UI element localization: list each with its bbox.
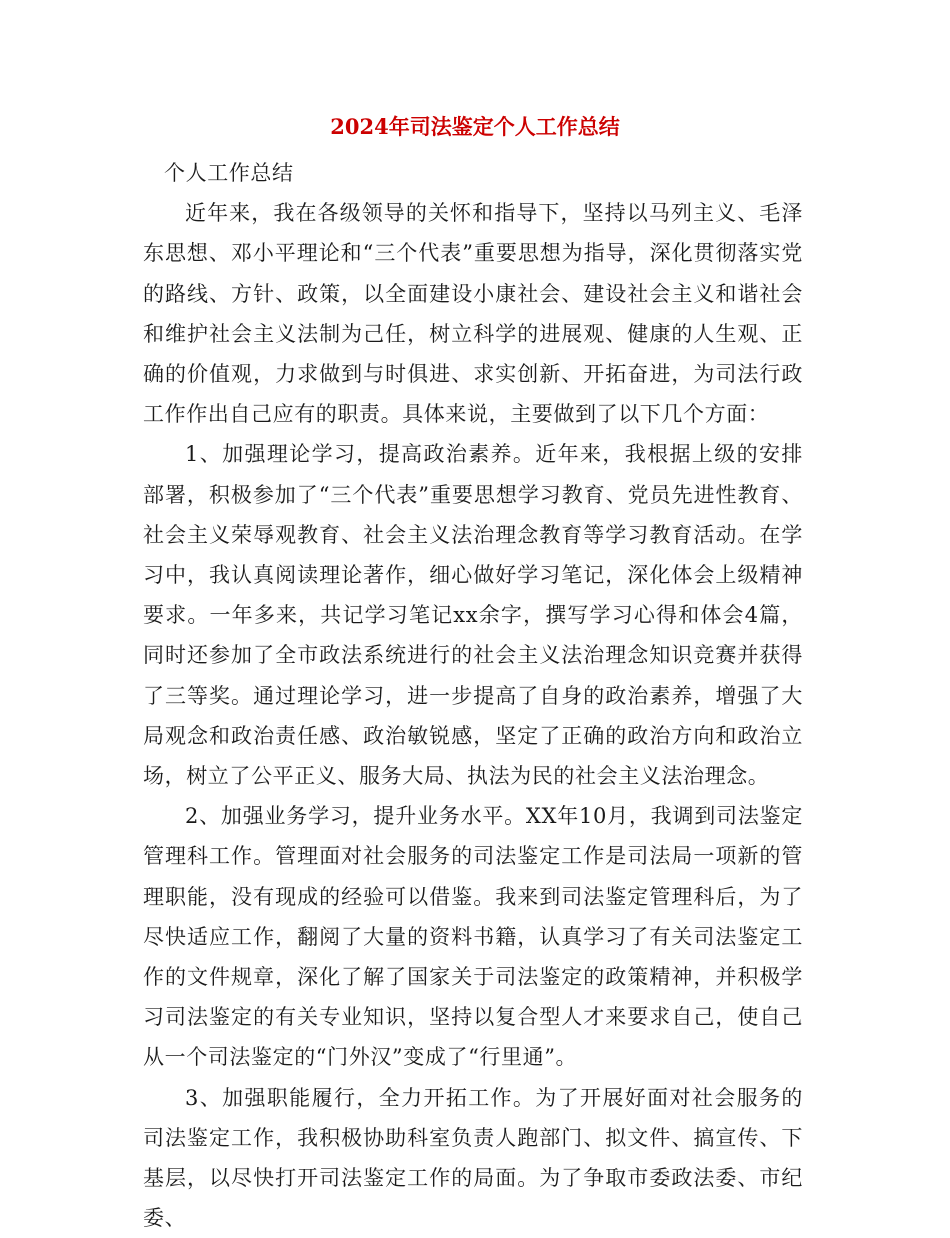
paragraph-intro: 近年来，我在各级领导的关怀和指导下，坚持以马列主义、毛泽东思想、邓小平理论和“三个代表”重要思想为指导，深化贯彻落实党的路线、方针、政策，以全面建设小康社会、建设社会主义和谐社会和维护社会主义法制为己任，树立科学的进展观、健康的人生观、正确的价值观，力求做到与时俱进、求实创新、开拓奋进，为司法行政工作作出自己应有的职责。具体来说，主要做到了以下几个方面： bbox=[143, 201, 803, 427]
paragraph-section-2: 2、加强业务学习，提升业务水平。XX年10月，我调到司法鉴定管理科工作。管理面对社会服务的司法鉴定工作是司法局一项新的管理职能，没有现成的经验可以借鉴。我来到司法鉴定管理科后，为了尽快适应工作，翻阅了大量的资料书籍，认真学习了有关司法鉴定工作的文件规章，深化了解了国家关于司法鉴定的政策精神，并积极学习司法鉴定的有关专业知识，坚持以复合型人才来要求自己，使自己从一个司法鉴定的“门外汉”变成了“行里通”。 bbox=[143, 804, 803, 1070]
document-body bbox=[143, 153, 803, 1238]
document-subtitle: 个人工作总结 bbox=[164, 161, 294, 185]
paragraph-section-1: 1、加强理论学习，提高政治素养。近年来，我根据上级的安排部署，积极参加了“三个代表”重要思想学习教育、党员先进性教育、社会主义荣辱观教育、社会主义法治理念教育等学习教育活动。在学习中，我认真阅读理论著作，细心做好学习笔记，深化体会上级精神要求。一年多来，共记学习笔记xx余字，撰写学习心得和体会4篇，同时还参加了全市政法系统进行的社会主义法治理念知识竞赛并获得了三等奖。通过理论学习，进一步提高了自身的政治素养，增强了大局观念和政治责任感、政治敏锐感，坚定了正确的政治方向和政治立场，树立了公平正义、服务大局、执法为民的社会主义法治理念。 bbox=[143, 442, 803, 789]
paragraph-section-3: 3、加强职能履行，全力开拓工作。为了开展好面对社会服务的司法鉴定工作，我积极协助科室负责人跑部门、拟文件、搞宣传、下基层，以尽快打开司法鉴定工作的局面。为了争取市委政法委、市纪委、 bbox=[143, 1085, 803, 1231]
document-title: 2024年司法鉴定个人工作总结 bbox=[330, 114, 620, 139]
